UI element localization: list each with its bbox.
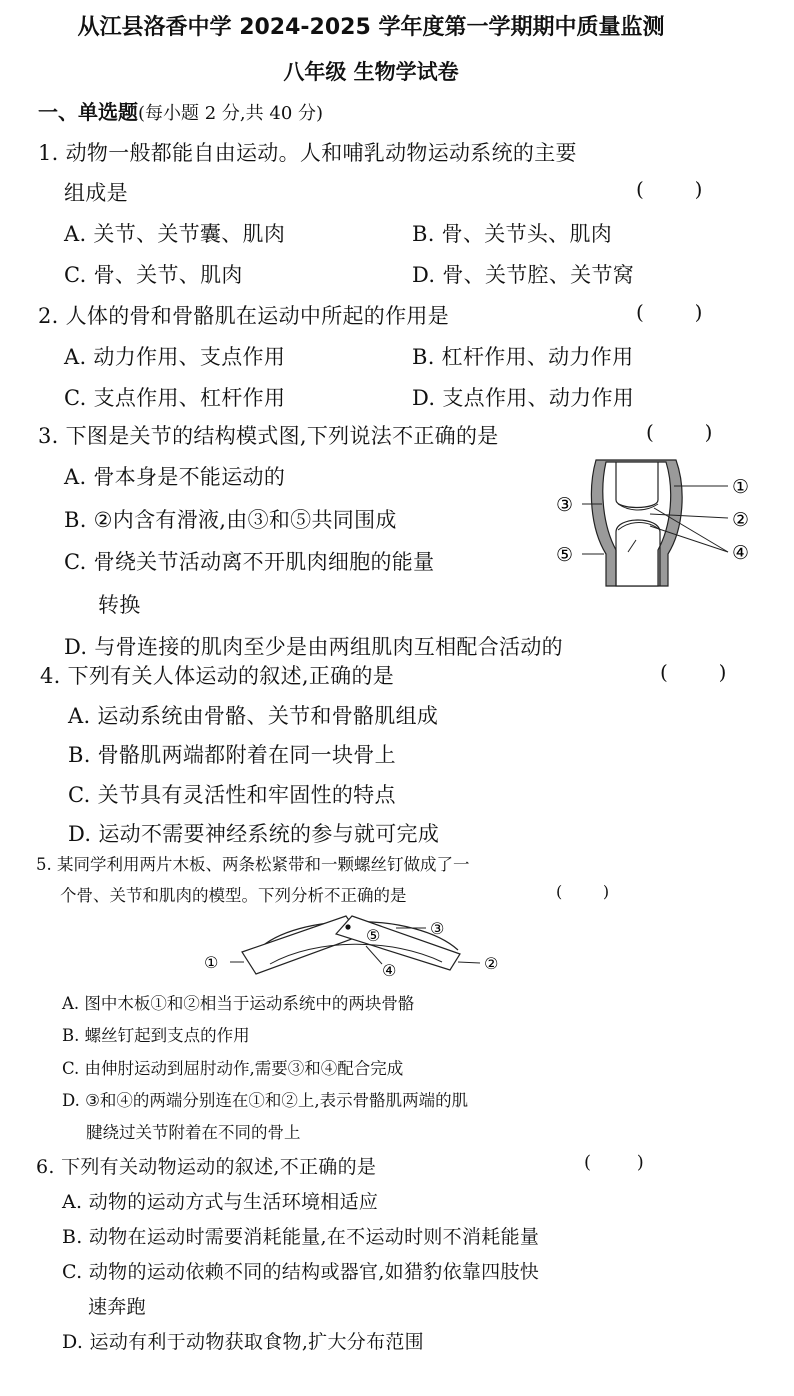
q2-answer-blank: ( ) [636,300,703,324]
q3-stem: 3. 下图是关节的结构模式图,下列说法不正确的是 [38,424,499,448]
q3-option-d: D. 与骨连接的肌肉至少是由两组肌肉互相配合活动的 [64,635,563,659]
q2-option-d: D. 支点作用、动力作用 [412,386,635,410]
joint-label-3: ③ [556,494,574,516]
q3-option-c-line2: 转换 [98,593,141,617]
screw [345,924,350,929]
q6-answer-blank: ( ) [584,1152,644,1173]
q1-option-a: A. 关节、关节囊、肌肉 [64,222,286,246]
q5-option-b: B. 螺丝钉起到支点的作用 [62,1026,250,1045]
q5-answer-blank: ( ) [556,882,610,901]
exam-subtitle: 八年级 生物学试卷 [283,60,459,84]
q5-stem-line1: 5. 某同学利用两片木板、两条松紧带和一颗螺丝钉做成了一 [36,855,470,874]
exam-title: 从江县洛香中学 2024-2025 学年度第一学期期中质量监测 [77,15,665,40]
q4-option-d: D. 运动不需要神经系统的参与就可完成 [68,822,440,846]
q1-stem-line2: 组成是 [64,181,128,205]
q5-option-c: C. 由伸肘运动到屈肘动作,需要③和④配合完成 [62,1059,404,1078]
q5-option-d-line1: D. ③和④的两端分别连在①和②上,表示骨骼肌两端的肌 [62,1091,469,1110]
q3-option-c-line1: C. 骨绕关节活动离不开肌肉细胞的能量 [64,550,435,574]
q6-option-c-line2: 速奔跑 [88,1296,146,1318]
q6-option-c-line1: C. 动物的运动依赖不同的结构或器官,如猎豹依靠四肢快 [62,1261,540,1283]
q4-answer-blank: ( ) [660,660,727,684]
q3-option-a: A. 骨本身是不能运动的 [64,465,286,489]
joint-label-1: ① [732,476,750,498]
joint-label-2: ② [732,509,750,531]
q3-option-b: B. ②内含有滑液,由③和⑤共同围成 [64,508,397,532]
section-label: 一、单选题 [38,100,138,124]
q5-stem-line2: 个骨、关节和肌肉的模型。下列分析不正确的是 [60,886,407,905]
q1-option-d: D. 骨、关节腔、关节窝 [412,263,635,287]
q4-option-a: A. 运动系统由骨骼、关节和骨骼肌组成 [68,704,439,728]
q6-stem: 6. 下列有关动物运动的叙述,不正确的是 [36,1156,377,1178]
model-label-3: ③ [430,919,445,938]
q5-option-a: A. 图中木板①和②相当于运动系统中的两块骨骼 [62,994,415,1013]
q2-option-c: C. 支点作用、杠杆作用 [64,386,286,410]
model-label-5: ⑤ [366,926,381,945]
joint-diagram [550,458,760,590]
model-label-1: ① [204,953,219,972]
joint-label-4: ④ [732,542,750,564]
section-note: (每小题 2 分,共 40 分) [138,103,324,124]
q4-option-b: B. 骨骼肌两端都附着在同一块骨上 [68,743,396,767]
q1-option-b: B. 骨、关节头、肌肉 [412,222,613,246]
q4-stem: 4. 下列有关人体运动的叙述,正确的是 [40,664,395,688]
q2-option-a: A. 动力作用、支点作用 [64,345,286,369]
q5-option-d-line2: 腱绕过关节附着在不同的骨上 [86,1123,301,1142]
model-label-4: ④ [382,961,397,980]
q4-option-c: C. 关节具有灵活性和牢固性的特点 [68,783,396,807]
q1-option-c: C. 骨、关节、肌肉 [64,263,243,287]
q1-answer-blank: ( ) [636,177,703,201]
q6-option-b: B. 动物在运动时需要消耗能量,在不运动时则不消耗能量 [62,1226,540,1248]
q6-option-d: D. 运动有利于动物获取食物,扩大分布范围 [62,1331,424,1353]
q6-option-a: A. 动物的运动方式与生活环境相适应 [62,1191,379,1213]
section-heading [38,96,323,125]
board-model-diagram [196,908,516,980]
model-label-2: ② [484,954,499,973]
q2-stem: 2. 人体的骨和骨骼肌在运动中所起的作用是 [38,304,450,328]
q3-answer-blank: ( ) [646,420,713,444]
q2-option-b: B. 杠杆作用、动力作用 [412,345,634,369]
joint-label-5: ⑤ [556,544,574,566]
q1-stem-line1: 1. 动物一般都能自由运动。人和哺乳动物运动系统的主要 [38,141,577,165]
